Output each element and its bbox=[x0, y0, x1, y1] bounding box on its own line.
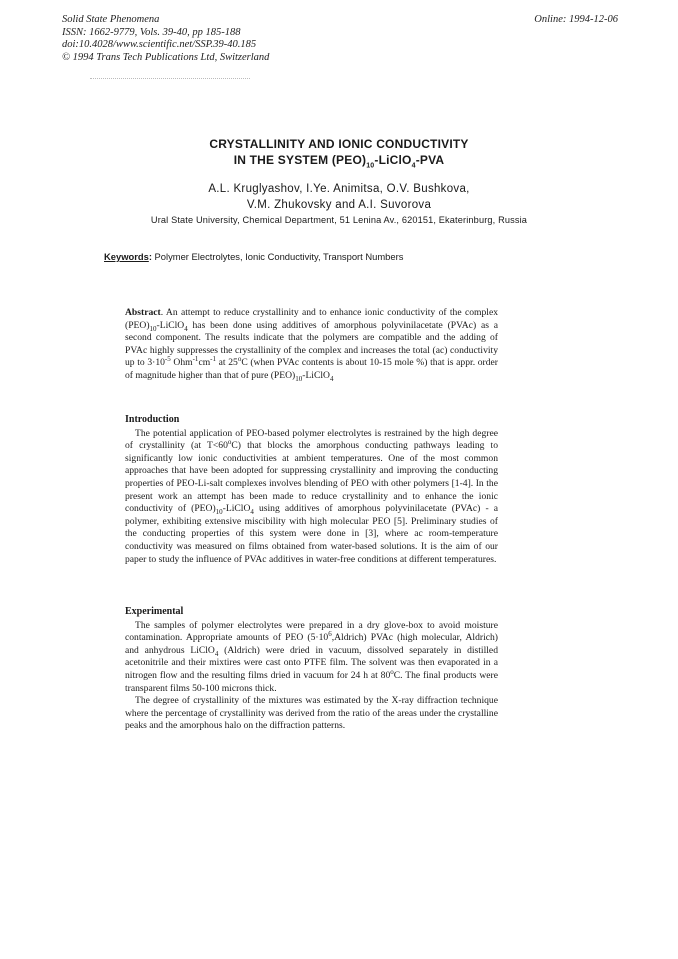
authors-line-1: A.L. Kruglyashov, I.Ye. Animitsa, O.V. Bushkova, bbox=[208, 183, 470, 195]
experimental-paragraph-1: The samples of polymer electrolytes were prepared in a dry glove-box to avoid moisture contamination. Appropriate amounts of PEO $(5\cdot 10^6,Aldrich)$ PVAc (high molecular, Aldrich) and anhydrous LiClO$_4$ (Aldrich) were dried in vacuum, dissolved separately in distilled acetonitrile and their mixtires were cast onto PTFE film. The solvent was then evaporated in a nitrogen flow and the resulting films dried in vacuum for 24 h at 80$^o$C. The final products were transparent films 50-100 microns thick. bbox=[125, 619, 498, 694]
header-divider bbox=[90, 78, 250, 80]
introduction-heading: Introduction bbox=[125, 414, 180, 425]
journal-name: Solid State Phenomena bbox=[62, 14, 160, 25]
author-list bbox=[0, 181, 678, 213]
abstract-label: Abstract bbox=[125, 307, 161, 318]
keywords: Keywords: Polymer Electrolytes, Ionic Conductivity, Transport Numbers bbox=[104, 251, 404, 262]
experimental-paragraph-2: The degree of crystallinity of the mixtures was estimated by the X-ray diffraction technique where the percentage of crystallinity was derived from the ratio of the areas under the crystalline peaks and the amorphous halo on the diffraction patterns. bbox=[125, 695, 498, 732]
experimental-heading: Experimental bbox=[125, 606, 184, 617]
issn-line: ISSN: 1662-9779, Vols. 39-40, pp 185-188 bbox=[62, 26, 241, 38]
doi-line: doi:10.4028/www.scientific.net/SSP.39-40.185 bbox=[62, 39, 257, 50]
experimental-section bbox=[125, 606, 498, 733]
abstract: Abstract. An attempt to reduce crystallinity and to enhance ionic conductivity of the complex $(PEO)_{10}-LiClO_4$ has been done using additives of amorphous polyvinilacetate (PVAc) as a second component. The results indicate that the polymers are compatible and the adding of PVAc highly suppresses the crystallinity of the complex and increases the total (ac) conductivity up to $3\cdot 10^{-5}$ $Ohm^{-1}cm^{-1}$ at 25$^o$C (when PVAc contents is about 10-15 mole %) that is appr. order of magnitude higher than that of pure $(PEO)_{10}-LiClO_4$ bbox=[125, 307, 498, 383]
online-date: Online: 1994-12-06 bbox=[534, 14, 618, 25]
journal-header bbox=[62, 14, 382, 64]
keywords-label: Keywords bbox=[104, 251, 149, 262]
title-line-2: IN THE SYSTEM $(PEO)_{10}-LiClO_4$-PVA bbox=[233, 153, 445, 170]
paper-title bbox=[0, 136, 678, 168]
keywords-text: Polymer Electrolytes, Ionic Conductivity, Transport Numbers bbox=[151, 251, 404, 262]
copyright-line: © 1994 Trans Tech Publications Ltd, Switzerland bbox=[62, 51, 270, 63]
introduction-paragraph: The potential application of PEO-based polymer electrolytes is restrained by the high degree of crystallinity (at $T<60^oC$) that blocks the amorphous conducting pathways leading to significantly low ionic conductivities at ambient temperatures. One of the most common approaches that have been adopted for suppressing crystallinity and improving the conducting properties of PEO-Li-salt complexes involves blending of PEO with other polymers [1-4]. In the present work an attempt has been made to reduce crystallinity and to enhance the ionic conductivity of $(PEO)_{10}-LiClO_4$ using additives of amorphous polyvinilacetate (PVAc) - a polymer, exhibiting extensive miscibility with high molecular PEO [5]. Preliminary studies of the conducting properties of this system were done in [3], where ac room-temperature conductivity was measured on films obtained from water-based solutions. It is the aim of our paper to study the influence of PVAc additives in water-free conditions at different temperatures. bbox=[125, 427, 498, 565]
authors-line-2: V.M. Zhukovsky and A.I. Suvorova bbox=[246, 199, 432, 211]
introduction-section bbox=[125, 414, 498, 566]
title-line-1: CRYSTALLINITY AND IONIC CONDUCTIVITY bbox=[209, 137, 469, 151]
affiliation: Ural State University, Chemical Department, 51 Lenina Av., 620151, Ekaterinburg, Russia bbox=[150, 215, 528, 225]
